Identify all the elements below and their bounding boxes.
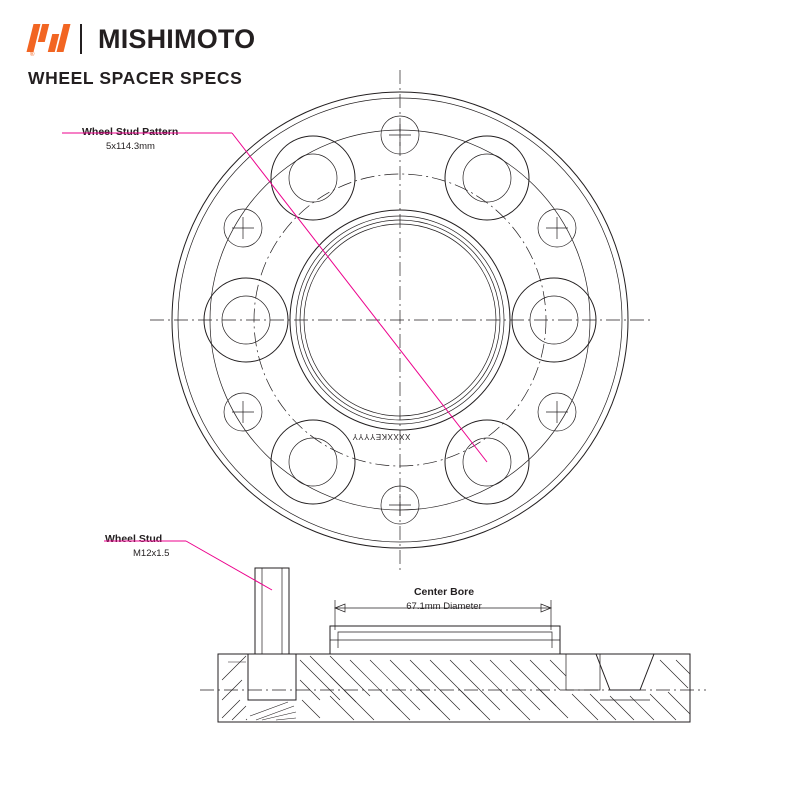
callout-value: M12x1.5 (133, 548, 170, 559)
callout-value: 67.1mm Diameter (406, 601, 482, 612)
callout-label: Wheel Stud Pattern (82, 126, 179, 138)
registered-mark: ® (30, 52, 35, 58)
callout-label: Wheel Stud (105, 533, 163, 545)
leader-wheel-stud-pattern (62, 133, 487, 462)
engraving-text: XXXXKEYYYY (352, 432, 411, 441)
section-hatch-left (222, 656, 247, 720)
callout-label: Center Bore (413, 586, 475, 598)
brand-name: MISHIMOTO (98, 23, 256, 54)
section-hatch-left-inner (250, 702, 296, 720)
leader-wheel-stud (104, 541, 272, 590)
callout-value: 5x114.3mm (106, 141, 155, 152)
section-hatch-center (300, 656, 568, 720)
front-view (62, 70, 650, 570)
section-view (104, 541, 706, 722)
page-title: WHEEL SPACER SPECS (28, 68, 243, 88)
